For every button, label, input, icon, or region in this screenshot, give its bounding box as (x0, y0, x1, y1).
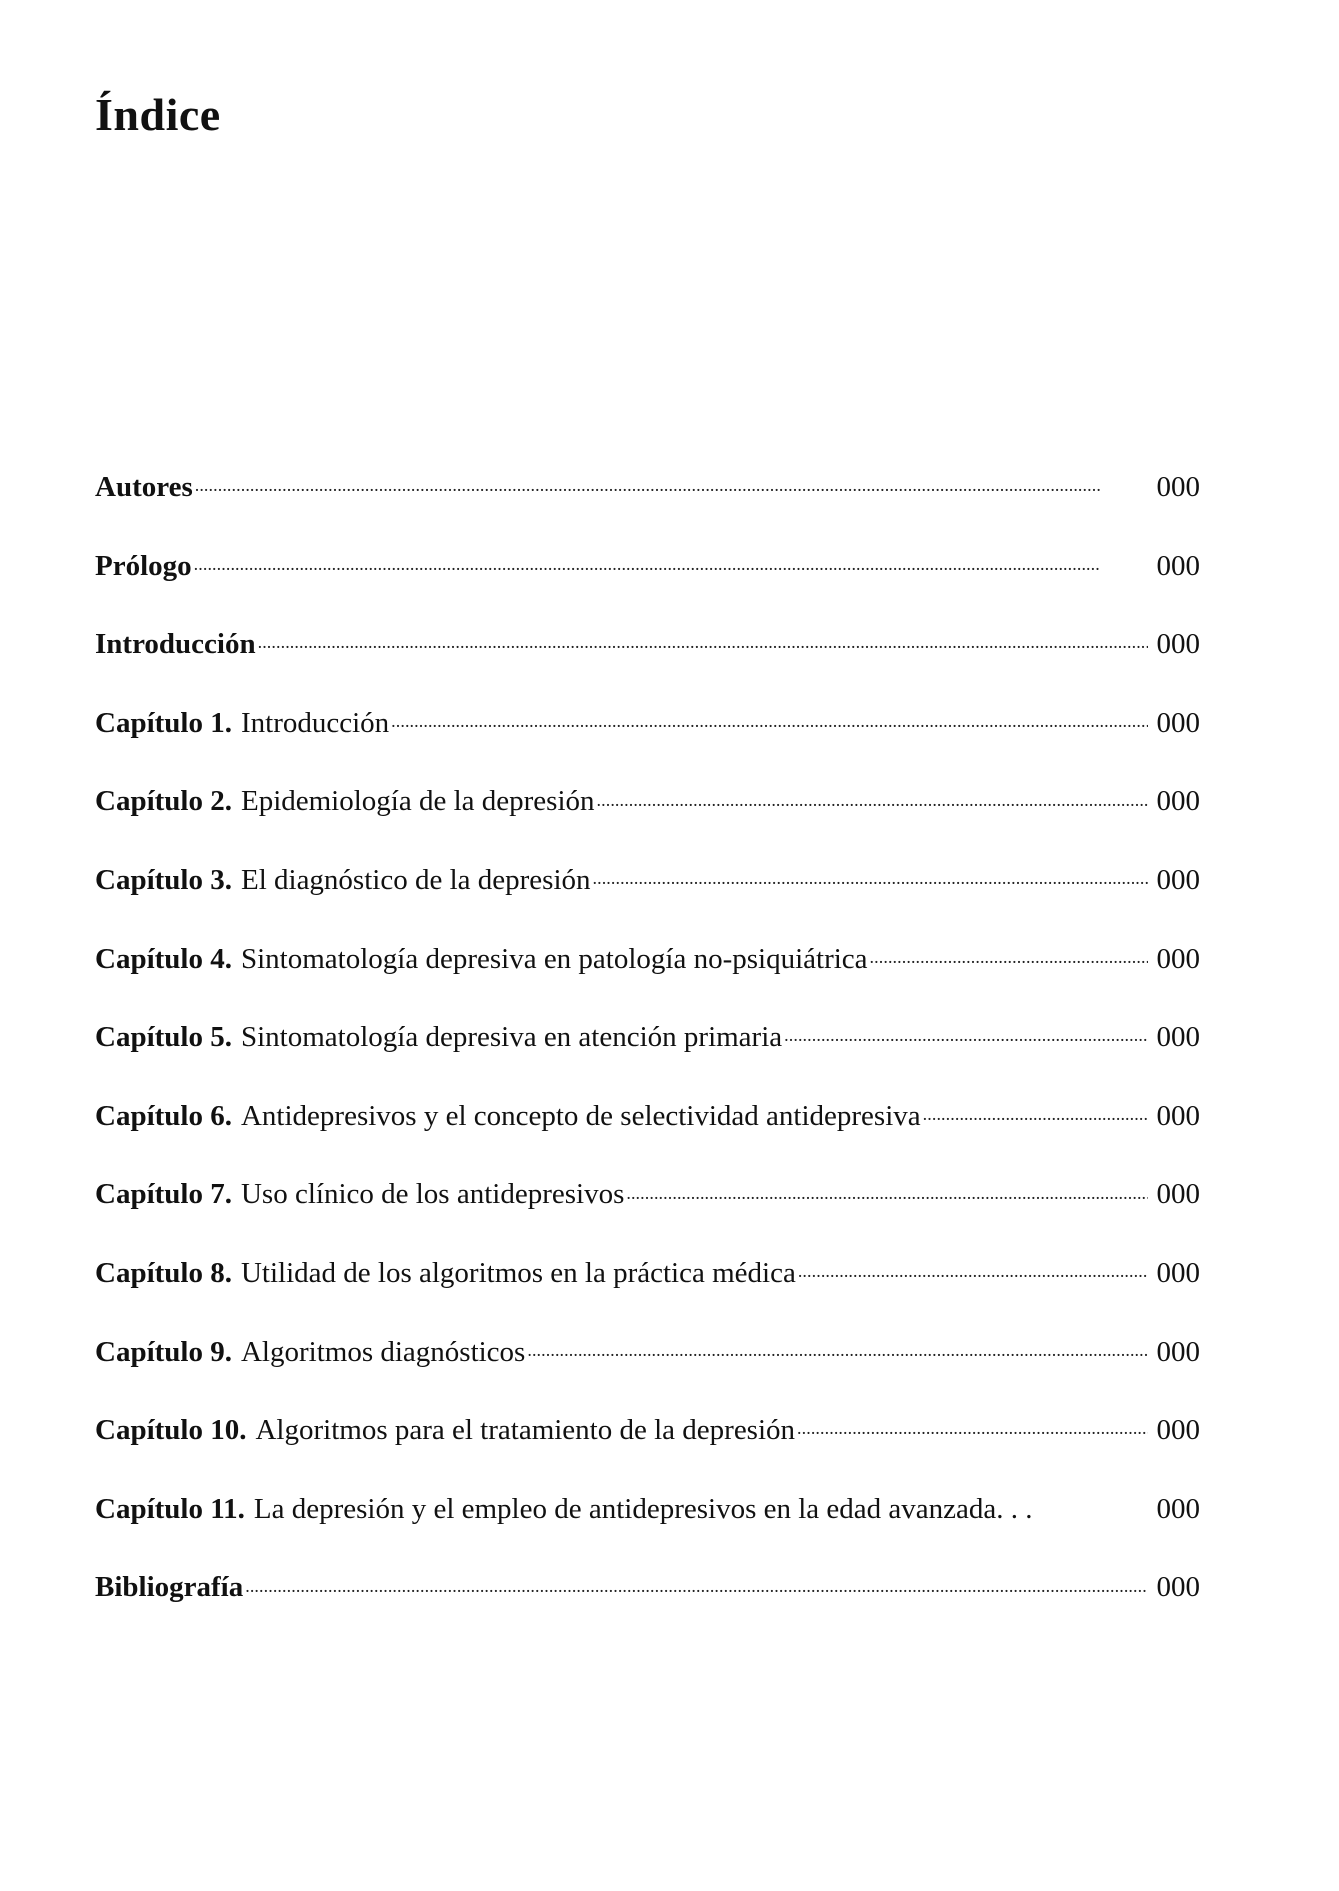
toc-entry-title: Epidemiología de la depresión (240, 785, 595, 818)
toc-entry-page-number: 000 (1156, 706, 1200, 739)
toc-entry-title: Algoritmos diagnósticos (240, 1335, 526, 1368)
toc-entry-title: Utilidad de los algoritmos en la práctica médica (240, 1256, 796, 1289)
toc-entry-page-number: 000 (1156, 1414, 1200, 1447)
toc-entry-capitulo-1[interactable] (95, 703, 1200, 782)
toc-entry-heading: Introducción (95, 628, 256, 661)
toc-entry-page-number: 000 (1156, 785, 1200, 818)
toc-entry-heading: Capítulo 4. (95, 942, 232, 975)
toc-entry-capitulo-4[interactable] (95, 939, 1200, 1018)
page-title: Índice (95, 89, 221, 140)
toc-entry-capitulo-6[interactable] (95, 1096, 1200, 1175)
toc-entry-title: Algoritmos para el tratamiento de la depresión (255, 1414, 796, 1447)
dot-leader (527, 1332, 1148, 1361)
dot-leader (597, 781, 1148, 810)
toc-entry-page-number: 000 (1156, 628, 1200, 661)
toc-entry-capitulo-9[interactable] (95, 1332, 1200, 1411)
dot-leader (194, 546, 1148, 575)
toc-entry-page-number: 000 (1156, 1178, 1200, 1211)
toc-entry-page-number: 000 (1156, 471, 1200, 503)
toc-entry-page-number: 000 (1156, 1021, 1200, 1054)
toc-entry-heading: Capítulo 8. (95, 1256, 232, 1289)
toc-entry-title: La depresión y el empleo de antidepresivos en la edad avanzada. . . (253, 1492, 1033, 1525)
toc-entry-page-number: 000 (1156, 863, 1200, 896)
toc-entry-heading: Capítulo 10. (95, 1414, 247, 1447)
toc-entry-page-number: 000 (1156, 1492, 1200, 1525)
dot-leader (391, 703, 1148, 732)
dot-leader (870, 939, 1148, 968)
toc-entry-heading: Bibliografía (95, 1571, 244, 1604)
toc-entry-page-number: 000 (1156, 549, 1200, 582)
table-of-contents (95, 467, 1200, 1646)
toc-entry-title: Antidepresivos y el concepto de selectividad antidepresiva (240, 1099, 921, 1132)
dot-leader (258, 624, 1148, 653)
toc-entry-autores[interactable] (95, 467, 1200, 546)
toc-entry-title: El diagnóstico de la depresión (240, 863, 591, 896)
toc-entry-capitulo-2[interactable] (95, 781, 1200, 860)
toc-entry-heading: Capítulo 11. (95, 1492, 245, 1525)
toc-entry-prologo[interactable] (95, 546, 1200, 625)
dot-leader (784, 1017, 1148, 1046)
toc-entry-heading: Capítulo 9. (95, 1335, 232, 1368)
toc-entry-capitulo-11[interactable] (95, 1489, 1200, 1568)
dot-leader (626, 1174, 1148, 1203)
toc-entry-heading: Capítulo 1. (95, 706, 232, 739)
toc-entry-heading: Capítulo 2. (95, 785, 232, 818)
toc-entry-title: Sintomatología depresiva en patología no-psiquiátrica (240, 942, 868, 975)
dot-leader (245, 1567, 1148, 1596)
toc-entry-introduccion[interactable] (95, 624, 1200, 703)
dot-leader (195, 467, 1148, 496)
toc-entry-heading: Capítulo 6. (95, 1099, 232, 1132)
toc-entry-heading: Autores (95, 471, 193, 503)
toc-entry-page-number: 000 (1156, 942, 1200, 975)
dot-leader (798, 1253, 1148, 1282)
toc-entry-page-number: 000 (1156, 1099, 1200, 1132)
toc-entry-heading: Prólogo (95, 549, 192, 582)
toc-entry-capitulo-8[interactable] (95, 1253, 1200, 1332)
dot-leader (593, 860, 1149, 889)
toc-entry-title: Uso clínico de los antidepresivos (240, 1178, 625, 1211)
dot-leader (923, 1096, 1148, 1125)
dot-leader (797, 1410, 1148, 1439)
toc-entry-heading: Capítulo 7. (95, 1178, 232, 1211)
toc-entry-page-number: 000 (1156, 1256, 1200, 1289)
toc-entry-capitulo-10[interactable] (95, 1410, 1200, 1489)
toc-entry-page-number: 000 (1156, 1335, 1200, 1368)
toc-entry-bibliografia[interactable] (95, 1567, 1200, 1646)
toc-entry-heading: Capítulo 5. (95, 1021, 232, 1054)
toc-entry-capitulo-5[interactable] (95, 1017, 1200, 1096)
toc-entry-heading: Capítulo 3. (95, 863, 232, 896)
toc-entry-capitulo-3[interactable] (95, 860, 1200, 939)
toc-entry-title: Sintomatología depresiva en atención primaria (240, 1021, 783, 1054)
toc-entry-title: Introducción (240, 706, 390, 739)
toc-entry-page-number: 000 (1156, 1571, 1200, 1604)
toc-entry-capitulo-7[interactable] (95, 1174, 1200, 1253)
